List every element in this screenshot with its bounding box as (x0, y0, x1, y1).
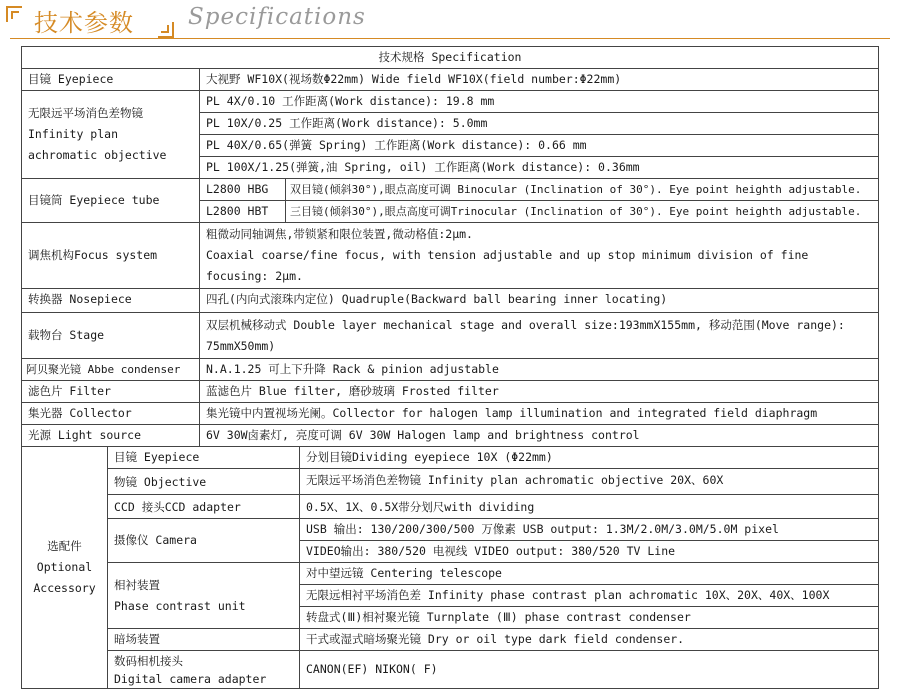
collector-label: 集光器 Collector (22, 403, 200, 425)
opt-digital-label-en: Digital camera adapter (114, 671, 267, 686)
objective-row: PL 100X/1.25(弹簧,油 Spring, oil) 工作距离(Work distance): 0.36mm (200, 157, 878, 179)
opt-camera-line: VIDEO输出: 380/520 电视线 VIDEO output: 380/520 TV Line (300, 541, 878, 563)
nosepiece-value: 四孔(内向式滚珠内定位) Quadruple(Backward ball bearing inner locating) (200, 289, 878, 313)
stage-value: 双层机械移动式 Double layer mechanical stage and overall size:193mmX155mm, 移动范围(Move range): 75mmX50mm) (200, 313, 878, 359)
abbe-label: 阿贝聚光镜 Abbe condenser (22, 359, 200, 381)
opt-phase-line: 无限远相衬平场消色差 Infinity phase contrast plan achromatic 10X、20X、40X、100X (300, 585, 878, 607)
tube-label: 目镜筒 Eyepiece tube (22, 179, 200, 223)
objective-label-cn: 无限远平场消色差物镜 (28, 106, 143, 120)
abbe-value: N.A.1.25 可上下升降 Rack & pinion adjustable (200, 359, 878, 381)
objective-label (22, 91, 200, 179)
focus-line: Coaxial coarse/fine focus, with tension adjustable and up stop minimum division of fine focusing: 2μm. (206, 248, 809, 283)
header-divider (10, 38, 890, 39)
opt-phase-line: 转盘式(Ⅲ)相衬聚光镜 Turnplate (Ⅲ) phase contrast condenser (300, 607, 878, 629)
objective-row: PL 4X/0.10 工作距离(Work distance): 19.8 mm (200, 91, 878, 113)
opt-phase-line: 对中望远镜 Centering telescope (300, 563, 878, 585)
spec-table (21, 46, 879, 689)
opt-digital-label (108, 651, 300, 688)
opt-ccd-value: 0.5X、1X、0.5X带分划尺with dividing (300, 495, 878, 519)
optional-label (22, 447, 108, 688)
stage-label: 载物台 Stage (22, 313, 200, 359)
tube-desc: 双目镜(倾斜30°),眼点高度可调 Binocular (Inclination of 30°). Eye point heighth adjustable. (286, 179, 878, 201)
objective-row: PL 40X/0.65(弹簧 Spring) 工作距离(Work distance): 0.66 mm (200, 135, 878, 157)
optional-label-en: Optional Accessory (33, 560, 96, 595)
corner-ornament-icon (6, 6, 22, 22)
section-title-en: Specifications (188, 4, 366, 30)
opt-camera-label: 摄像仪 Camera (108, 519, 300, 563)
opt-phase-label (108, 563, 300, 629)
opt-camera-line: USB 输出: 130/200/300/500 万像素 USB output: 1.3M/2.0M/3.0M/5.0M pixel (300, 519, 878, 541)
section-header (0, 0, 900, 42)
opt-objective-value: 无限远平场消色差物镜 Infinity plan achromatic objective 20X、60X (300, 469, 878, 495)
corner-ornament-icon (158, 22, 174, 38)
table-caption: 技术规格 Specification (22, 47, 878, 69)
opt-eyepiece-label: 目镜 Eyepiece (108, 447, 300, 469)
opt-dark-label: 暗场装置 (108, 629, 300, 651)
nosepiece-label: 转换器 Nosepiece (22, 289, 200, 313)
opt-phase-label-cn: 相衬装置 (114, 577, 160, 592)
focus-line: 粗微动同轴调焦,带锁紧和限位装置,微动格值:2μm. (206, 227, 473, 241)
filter-value: 蓝滤色片 Blue filter, 磨砂玻璃 Frosted filter (200, 381, 878, 403)
opt-phase-label-en: Phase contrast unit (114, 598, 246, 613)
objective-label-en: Infinity plan achromatic objective (28, 127, 167, 162)
focus-label: 调焦机构Focus system (22, 223, 200, 289)
filter-label: 滤色片 Filter (22, 381, 200, 403)
opt-digital-label-cn: 数码相机接头 (114, 653, 183, 668)
opt-dark-value: 干式或湿式暗场聚光镜 Dry or oil type dark field condenser. (300, 629, 878, 651)
light-label: 光源 Light source (22, 425, 200, 447)
light-value: 6V 30W卤素灯, 亮度可调 6V 30W Halogen lamp and brightness control (200, 425, 878, 447)
objective-row: PL 10X/0.25 工作距离(Work distance): 5.0mm (200, 113, 878, 135)
section-title-cn: 技术参数 (34, 9, 134, 37)
optional-label-cn: 选配件 (47, 539, 82, 553)
tube-model: L2800 HBG (200, 179, 286, 201)
opt-objective-label: 物镜 Objective (108, 469, 300, 495)
eyepiece-value: 大视野 WF10X(视场数Φ22mm) Wide field WF10X(field number:Φ22mm) (200, 69, 878, 91)
tube-model: L2800 HBT (200, 201, 286, 223)
opt-eyepiece-value: 分划目镜Dividing eyepiece 10X (Φ22mm) (300, 447, 878, 469)
opt-digital-value: CANON(EF) NIKON( F) (306, 662, 438, 676)
collector-value: 集光镜中内置视场光阑。Collector for halogen lamp illumination and integrated field diaphragm (200, 403, 878, 425)
opt-ccd-label: CCD 接头CCD adapter (108, 495, 300, 519)
focus-value (200, 223, 878, 289)
eyepiece-label: 目镜 Eyepiece (22, 69, 200, 91)
tube-desc: 三目镜(倾斜30°),眼点高度可调Trinocular (Inclination of 30°). Eye point heighth adjustable. (286, 201, 878, 223)
